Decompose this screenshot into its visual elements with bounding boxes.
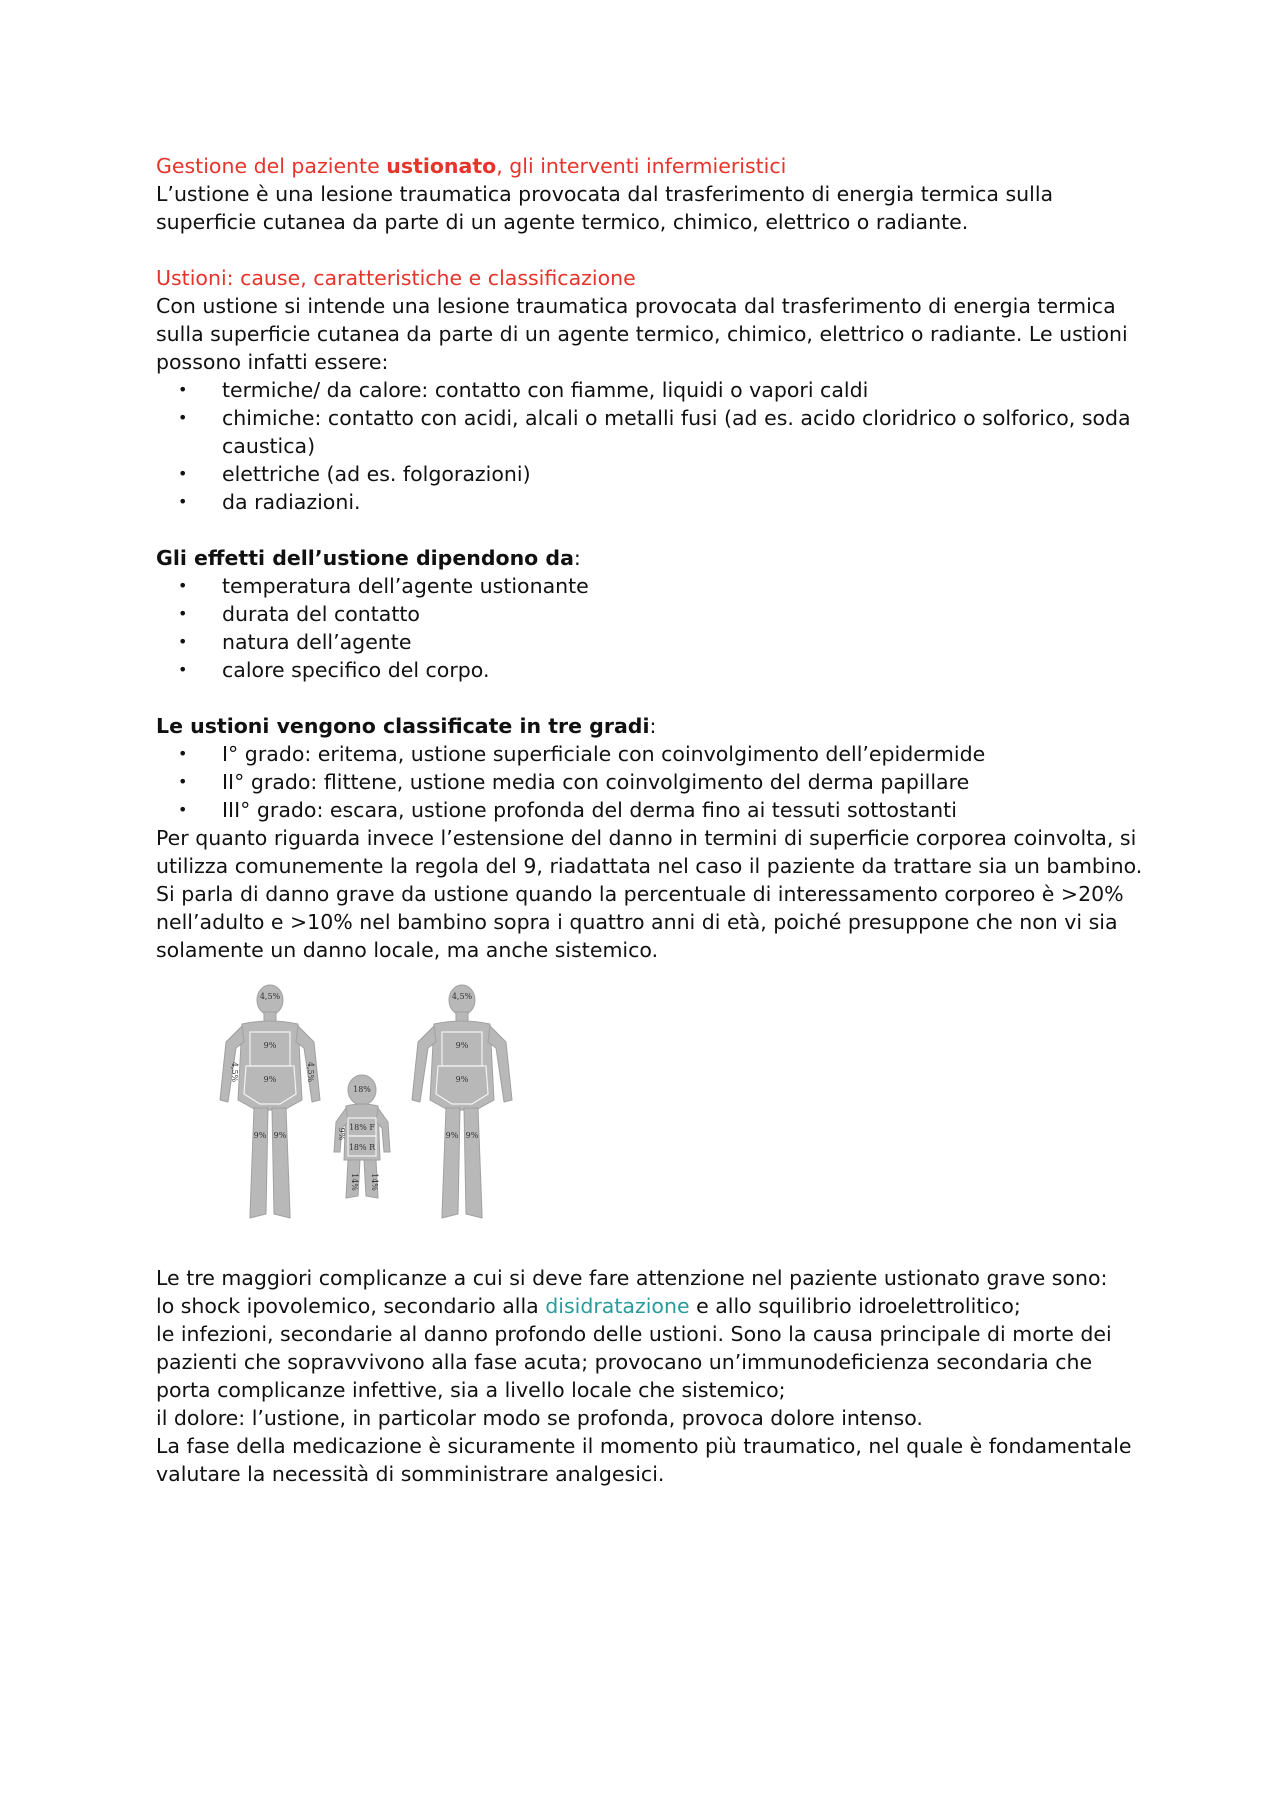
bullet-icon: • [178,772,188,791]
section4-paragraph-4: il dolore: l’ustione, in particolar modo se profonda, provoca dolore intenso. [156,1406,923,1430]
adult-back-chest-label: 9% [455,1041,469,1050]
document-page [156,152,1146,1488]
list-item [156,376,1146,404]
child-front-label: 18% F [349,1123,375,1132]
child-leg-left-label: 14% [350,1173,359,1191]
section3-heading [156,712,1146,740]
section2-list [156,572,1146,684]
list-item [156,488,1146,516]
section4-paragraph-1: Le tre maggiori complicanze a cui si deve fare attenzione nel paziente ustionato grave sono: [156,1266,1108,1290]
bullet-icon: • [178,576,188,595]
document-title [156,152,1146,180]
adult-front-arm-right-label: 4,5% [306,1061,315,1083]
adult-back-leg-left-label: 9% [445,1131,459,1140]
adult-front-abdomen-label: 9% [263,1075,277,1084]
list-item [156,404,1146,460]
list-item-text: termiche/ da calore: contatto con fiamme, liquidi o vapori caldi [222,378,869,402]
rule-of-nines-figure [156,964,1146,1264]
list-item [156,740,1146,768]
rule-of-nines-illustration [210,982,530,1232]
list-item-text: chimiche: contatto con acidi, alcali o metalli fusi (ad es. acido cloridrico o solforico, soda caustica) [222,406,1131,458]
title-part2: ustionato [386,154,497,178]
title-part3: , gli interventi infermieristici [496,154,787,178]
section1-list [156,376,1146,516]
section4-paragraph-3: le infezioni, secondarie al danno profondo delle ustioni. Sono la causa principale di morte dei pazienti che sopravvivono alla fase acuta; provocano un’immunodeficienza secondaria che porta complicanze infettive, sia a livello locale che sistemico; [156,1322,1112,1402]
list-item-text: calore specifico del corpo. [222,658,490,682]
section1-text: Con ustione si intende una lesione traumatica provocata dal trasferimento di energia termica sulla superficie cutanea da parte di un agente termico, chimico, elettrico o radiante. Le ustioni possono infatti essere: [156,294,1128,374]
title-part1: Gestione del paziente [156,154,387,178]
bullet-icon: • [178,660,188,679]
disidratazione-link[interactable]: disidratazione [545,1294,690,1318]
adult-back-figure [412,985,512,1218]
bullet-icon: • [178,604,188,623]
list-item [156,628,1146,656]
intro-paragraph: L’ustione è una lesione traumatica provocata dal trasferimento di energia termica sulla superficie cutanea da parte di un agente termico, chimico, elettrico o radiante. [156,182,1054,234]
list-item [156,600,1146,628]
child-back-label: 18% R [348,1143,376,1152]
section3-list [156,740,1146,824]
list-item-text: I° grado: eritema, ustione superficiale con coinvolgimento dell’epidermide [222,742,986,766]
bullet-icon: • [178,492,188,511]
list-item [156,768,1146,796]
bullet-icon: • [178,380,188,399]
list-item-text: natura dell’agente [222,630,412,654]
section4-paragraph-2 [156,1292,1146,1320]
section4-paragraph-5: La fase della medicazione è sicuramente il momento più traumatico, nel quale è fondamentale valutare la necessità di somministrare analgesici. [156,1434,1132,1486]
section2-colon: : [573,546,581,570]
child-arm-label: 9% [337,1127,346,1141]
bullet-icon: • [178,800,188,819]
list-item [156,656,1146,684]
section3-paragraph-1: Per quanto riguarda invece l’estensione del danno in termini di superficie corporea coinvolta, si utilizza comunemente la regola del 9, riadattata nel caso il paziente da trattare sia un bambino. [156,826,1143,878]
section3-paragraph-2: Si parla di danno grave da ustione quando la percentuale di interessamento corporeo è >20% nell’adulto e >10% nel bambino sopra i quattro anni di età, poiché presuppone che non vi sia solamente un danno locale, ma anche sistemico. [156,882,1124,962]
adult-front-figure [220,985,320,1218]
adult-front-arm-left-label: 4,5% [230,1061,239,1083]
section3-heading-text: Le ustioni vengono classificate in tre gradi [156,714,650,738]
list-item-text: durata del contatto [222,602,420,626]
child-head-label: 18% [353,1085,371,1094]
list-item-text: da radiazioni. [222,490,361,514]
child-leg-right-label: 14% [370,1173,379,1191]
adult-back-head-label: 4,5% [451,992,473,1001]
adult-front-leg-left-label: 9% [253,1131,267,1140]
adult-front-leg-right-label: 9% [273,1131,287,1140]
bullet-icon: • [178,744,188,763]
adult-back-leg-right-label: 9% [465,1131,479,1140]
adult-front-head-label: 4,5% [259,992,281,1001]
section2-heading [156,544,1146,572]
list-item-text: temperatura dell’agente ustionante [222,574,589,598]
list-item [156,460,1146,488]
bullet-icon: • [178,464,188,483]
list-item-text: III° grado: escara, ustione profonda del derma fino ai tessuti sottostanti [222,798,957,822]
bullet-icon: • [178,632,188,651]
list-item [156,796,1146,824]
list-item-text: II° grado: flittene, ustione media con coinvolgimento del derma papillare [222,770,970,794]
section4-p2-end: e allo squilibrio idroelettrolitico; [689,1294,1021,1318]
bullet-icon: • [178,408,188,427]
adult-front-chest-label: 9% [263,1041,277,1050]
section2-heading-text: Gli effetti dell’ustione dipendono da [156,546,574,570]
section4-p2-start: lo shock ipovolemico, secondario alla [156,1294,546,1318]
section1-heading: Ustioni: cause, caratteristiche e classificazione [156,266,636,290]
list-item-text: elettriche (ad es. folgorazioni) [222,462,531,486]
adult-back-abdomen-label: 9% [455,1075,469,1084]
list-item [156,572,1146,600]
section3-colon: : [649,714,657,738]
